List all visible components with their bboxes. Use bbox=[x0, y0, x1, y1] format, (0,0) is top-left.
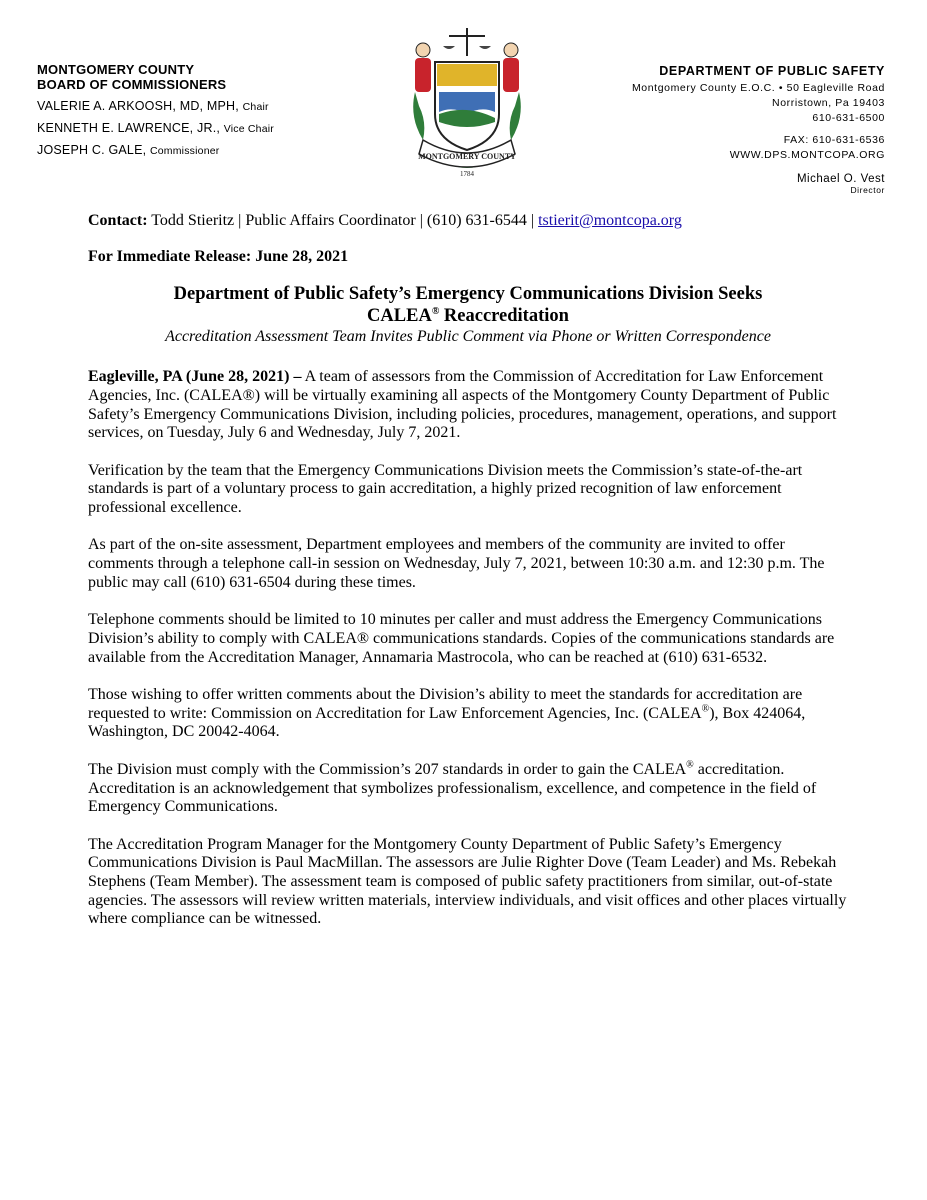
press-release-body bbox=[88, 212, 848, 948]
department-city: Norristown, Pa 19403 bbox=[772, 97, 885, 109]
department-title: DEPARTMENT OF PUBLIC SAFETY bbox=[659, 64, 885, 78]
seal-supporter bbox=[415, 58, 431, 92]
seal-name: MONTGOMERY COUNTY bbox=[418, 152, 516, 161]
board-member bbox=[37, 121, 274, 136]
paragraph: The Accreditation Program Manager for the Montgomery County Department of Public Safety’s Emergency Communications Division is Paul MacMillan. The assessors are Julie Righter Dove (Team Leader) and Ms. Rebekah Stephens (Team Member). The assessment team is composed of public safety practitioners from similar, out-of-state agencies. The assessors will review written materials, interview individuals, and visit offices and other places virtually where compliance can be witnessed. bbox=[88, 835, 847, 928]
headline-line2a: CALEA bbox=[367, 305, 432, 326]
county-seal-logo bbox=[405, 22, 529, 182]
paragraph-text: Those wishing to offer written comments about the Division’s ability to meet the standards for accreditation are requested to write: Commission on Accreditation for Law Enforcement Agencies, Inc. (CALEA bbox=[88, 686, 803, 722]
board-county: MONTGOMERY COUNTY bbox=[37, 62, 195, 77]
paragraph-text: A team of assessors from the Commission of Accreditation for Law Enforcement Agencies, Inc. (CALEA®) will be virtually examining all aspects of the Montgomery County Department of Public Safety’s Emergency Communications Division, including policies, procedures, management, operations, and support services, on Tuesday, July 6 and Wednesday, July 7, 2021. bbox=[88, 368, 837, 442]
department-address: Montgomery County E.O.C. • 50 Eagleville Road bbox=[631, 82, 885, 94]
member-role: Commissioner bbox=[149, 145, 220, 157]
contact-line bbox=[88, 212, 848, 231]
seal-leaf bbox=[413, 92, 424, 140]
board-member bbox=[37, 99, 274, 114]
seal-leaf bbox=[510, 92, 521, 140]
headline-line2b: Reaccreditation bbox=[443, 305, 569, 326]
seal-band bbox=[437, 64, 497, 86]
member-name: VALERIE A. ARKOOSH, MD, MPH, bbox=[37, 99, 239, 113]
paragraph: Verification by the team that the Emergency Communications Division meets the Commission’s state-of-the-art standards is part of a voluntary process to gain accreditation, a highly prized recognition of law enforcement professional excellence. bbox=[88, 461, 803, 517]
contact-label: Contact: bbox=[88, 212, 148, 229]
paragraph bbox=[88, 761, 848, 817]
member-role: Vice Chair bbox=[223, 123, 274, 135]
director-title: Director bbox=[850, 185, 885, 195]
county-seal-icon bbox=[405, 22, 529, 182]
department-fax: FAX: 610-631-6536 bbox=[783, 134, 885, 146]
department-website[interactable]: WWW.DPS.MONTCOPA.ORG bbox=[729, 149, 885, 161]
paragraph: As part of the on-site assessment, Department employees and members of the community are invited to offer comments through a telephone call-in session on Wednesday, July 7, 2021, between 10:30 a.m. and 12:30 p.m. The public may call (610) 631-6504 during these times. bbox=[88, 536, 825, 591]
seal-supporter-head bbox=[416, 43, 430, 57]
headline-reg: ® bbox=[431, 305, 440, 317]
paragraph bbox=[88, 368, 848, 443]
board-member bbox=[37, 143, 274, 158]
paragraph-text: The Division must comply with the Commission’s 207 standards in order to gain the CALEA bbox=[88, 760, 687, 778]
seal-year: 1784 bbox=[460, 170, 474, 178]
contact-text: Todd Stieritz | Public Affairs Coordinator | (610) 631-6544 | bbox=[151, 212, 535, 229]
paragraph bbox=[88, 686, 848, 742]
department-header bbox=[632, 64, 885, 195]
headline-line1: Department of Public Safety’s Emergency Communications Division Seeks bbox=[173, 284, 763, 305]
headline bbox=[88, 284, 848, 327]
contact-email-link[interactable]: tstierit@montcopa.org bbox=[538, 212, 682, 229]
paragraph-text: ), Box 424064, Washington, DC 20042-4064. bbox=[88, 704, 806, 741]
release-date: For Immediate Release: June 28, 2021 bbox=[88, 247, 349, 265]
department-phone: 610-631-6500 bbox=[812, 112, 885, 124]
member-name: KENNETH E. LAWRENCE, JR., bbox=[37, 121, 221, 135]
board-header bbox=[37, 62, 274, 158]
paragraph-text: accreditation. Accreditation is an acknowledgement that symbolizes professionalism, excellence, and competence in the field of Emergency Communications. bbox=[88, 760, 817, 816]
seal-scale-pan bbox=[479, 46, 491, 49]
seal-scale-pan bbox=[443, 46, 455, 49]
seal-supporter bbox=[503, 58, 519, 92]
board-title: BOARD OF COMMISSIONERS bbox=[37, 77, 227, 92]
reg-mark: ® bbox=[686, 759, 694, 771]
member-name: JOSEPH C. GALE, bbox=[37, 143, 147, 157]
reg-mark: ® bbox=[701, 703, 710, 715]
seal-supporter-head bbox=[504, 43, 518, 57]
dateline: Eagleville, PA (June 28, 2021) – bbox=[88, 368, 302, 386]
director-name: Michael O. Vest bbox=[796, 173, 885, 185]
paragraph: Telephone comments should be limited to 10 minutes per caller and must address the Emergency Communications Division’s ability to comply with CALEA® communications standards. Copies of the communications standards are available from the Accreditation Manager, Annamaria Mastrocola, who can be reached at (610) 631-6532. bbox=[88, 611, 835, 666]
member-role: Chair bbox=[242, 101, 269, 113]
subheadline: Accreditation Assessment Team Invites Public Comment via Phone or Written Correspondence bbox=[165, 328, 771, 346]
